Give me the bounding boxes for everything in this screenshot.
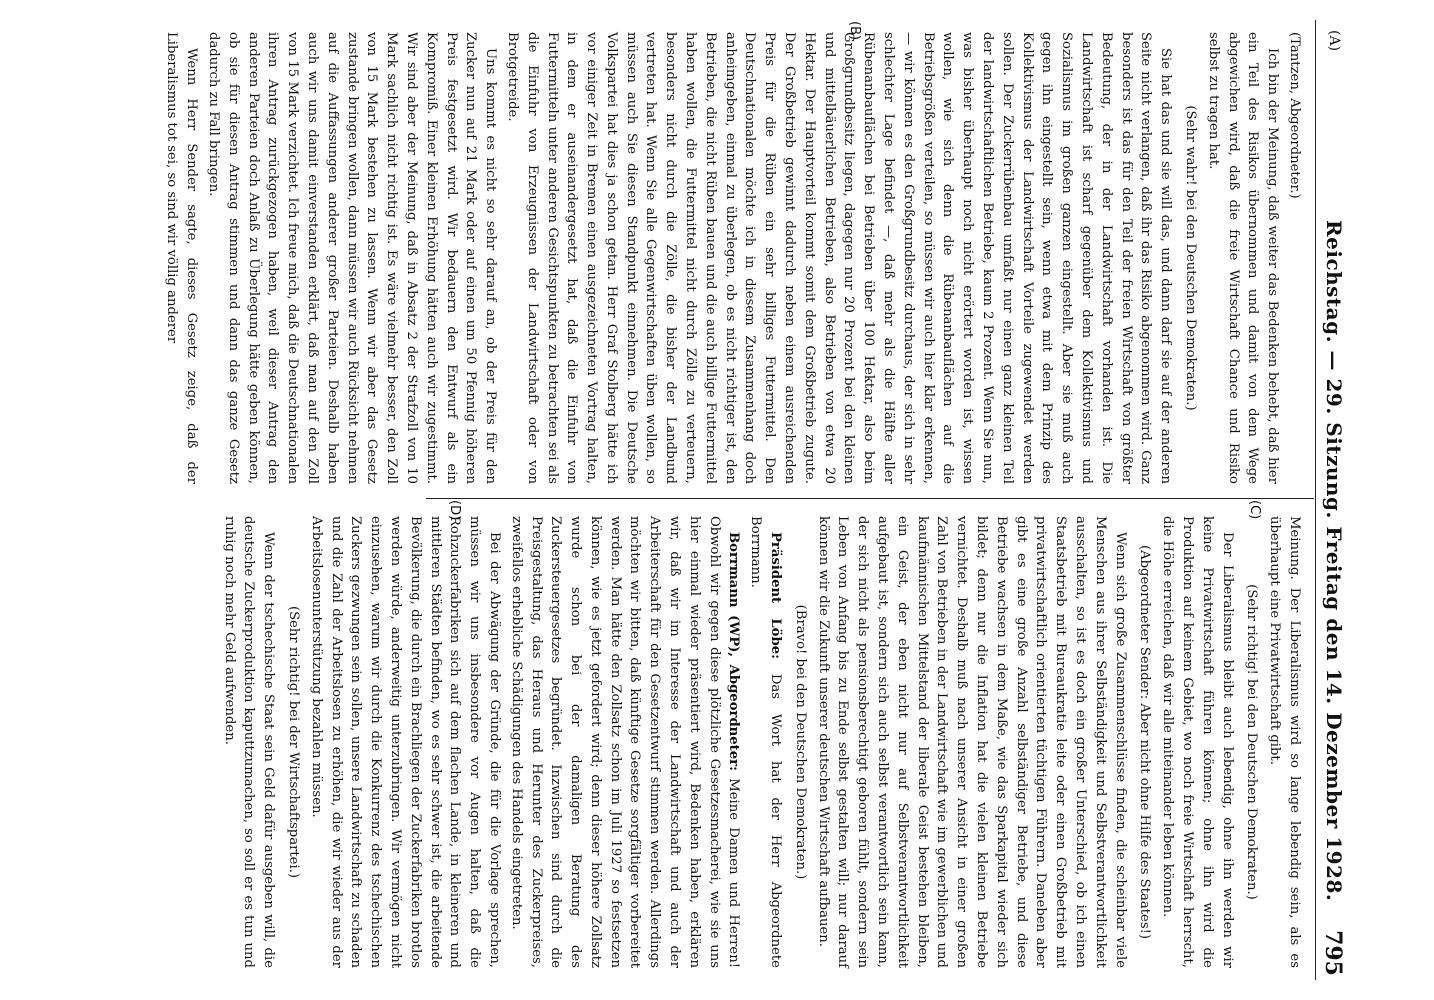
page-header (1318, 20, 1346, 980)
paragraph-text: Wenn sich große Zusammenschlüsse finden, die scheinbar viele Menschen aus ihrer Selbständigkeit und Selbstverantwortlichkeit ausschalten, so ist es doch ein großer Unterschied, ob ich einen Staatsbetrieb mit Bureaukratie leite oder einen Großbetrieb mit privatwirtschaftlich orientierten tüchtigen Führern. Daneben aber gibt es eine große Anzahl selbständiger Betriebe, und diese Betriebe wachsen in dem Maße, wie das Sparkapital wieder sich bildet; denn nur die Inflation hat die vielen kleinen Betriebe vernichtet. Deshalb muß nach unserer Ansicht in einer großen Zahl von Betrieben in der Landwirtschaft wie im gewerblichen und kaufmännischen Mittelstand der liberale Geist bestehen bleiben, ein Geist, der eben nicht nur auf Selbstverantwortlichkeit aufgebaut ist, sondern sich auch selbst verantwortlich sein kann, der sich nicht als pensionsberechtigt geboren fühlt, sondern sein Leben von Anfang bis zu Ende selbst gestalten will; nur darauf können wir die Zukunft unserer deutschen Wirtschaft aufbauen. (815, 516, 1128, 968)
interjection (790, 516, 810, 968)
margin-mark-a: (A) (1326, 30, 1342, 52)
paragraph (162, 32, 202, 484)
page-title: Reichstag. — 29. Sitzung. Freitag den 14. Dezember 1928. (1322, 220, 1346, 902)
paragraph-text: (Sehr richtig! bei den Deutschen Demokraten.) (1244, 584, 1260, 900)
right-text-column (217, 516, 1304, 968)
paragraph (1203, 32, 1282, 484)
interjection (283, 516, 303, 968)
paragraph-text: Meine Damen und Herren! Obwohl wir gegen diese plötzliche Gesetzesmacherei, wie sie uns hier einmal wieder präsentiert wird, Bedenken haben, erklären wir, daß wir im Interesse der Landwirtschaft und auch der Arbeiterschaft für den Gesetzentwurf stimmen werden. Allerdings möchten wir bitten, daß künftige Gesetze sorgfältiger vorbereitet werden. Man hätte den Zollsatz schon im Juli 1927 so festsetzen können, wie es jetzt gefordert wird; denn dieser höhere Zollsatz wurde schon bei der damaligen Beratung des Zuckersteuergesetzes begründet. Inzwischen sind durch die Preisgestaltung, das Heraus und Herunter des Zuckerpreises, zweifellos erhebliche Schädigungen des Handels eingetreten. (508, 516, 742, 968)
paragraph-text: Das Wort hat der Herr Abgeordnete Borrmann. (748, 516, 784, 968)
paragraph (745, 516, 785, 968)
interjection (1180, 32, 1200, 484)
paragraph (203, 32, 500, 484)
paragraph-text: (Tantzen, Abgeordneter.) (1287, 32, 1302, 199)
paragraph-text: (Sehr wahr! bei den Deutschen Demokraten.) (1183, 105, 1199, 411)
paragraph-continued (1284, 32, 1304, 484)
paragraph-text: (Bravo! bei den Deutschen Demokraten.) (792, 604, 808, 880)
margin-mark-c: (C) (1247, 500, 1262, 520)
interjection (1135, 516, 1155, 968)
paragraph-text: (Sehr richtig! bei der Wirtschaftspartei.) (285, 605, 301, 879)
speaker-name: Borrmann (WP), Abgeordneter: (726, 532, 742, 771)
paragraph (1157, 516, 1236, 968)
paragraph-text: Uns kommt es nicht so sehr darauf an, ob der Preis für den Zucker nun auf 21 Mark oder auf einen um 50 Pfennig höheren Preis festgesetzt wird. Wir bedauern den Entwurf als ein Kompromiß. Einer kleinen Erhöhung hätten auch wir zugestimmt. Wir sind aber der Meinung, daß in Absatz 2 der Strafzoll von 10 Mark sachlich nicht richtig ist. Es wäre vielmehr besser, den Zoll von 15 Mark bestehen zu lassen. Wenn wir aber das Gesetz zustande bringen wollen, dann müssen wir auch Rücksicht nehmen auf die Auffassungen anderer großer Parteien. Deshalb haben auch wir uns damit einverstanden erklärt, daß man auf den Zoll von 15 Mark verzichtet. Ich freue mich, daß die Deutschnationalen ihren Antrag zurückgezogen haben, weil dieser Antrag den anderen Parteien doch Anlaß zu Überlegung hätte geben können, ob sie für diesen Antrag stimmen und dann das ganze Gesetz dadurch zu Fall bringen. (205, 32, 499, 484)
header-rule (1315, 20, 1316, 980)
interjection (1242, 516, 1262, 968)
paragraph (502, 32, 1175, 484)
paragraph-text: Wenn der tschechische Staat sein Geld dafür ausgeben will, die deutsche Zuckerproduktion kaputtzumachen, so soll er es tun und ruhig noch mehr Geld aufwenden. (221, 516, 277, 968)
paragraph (813, 516, 1130, 968)
left-text-column (160, 32, 1304, 484)
paragraph (219, 516, 278, 968)
paragraph-text: Bei der Abwägung der Gründe, die für die Vorlage sprechen, müssen wir uns insbesondere vor Augen halten, daß die Rohzuckerfabriken sich auf dem flachen Lande, in kleineren und mittleren Städten befinden, wo es sehr schwer ist, die arbeitende Bevölkerung, die durch ein Brachliegen der Zuckerfabriken brotlos werden würde, anderweitig unterzubringen. Wir vermögen nicht einzusehen, warum wir durch die Konkurrenz des tschechischen Zuckers gezwungen sein sollen, unsere Landwirtschaft zu schaden und die Zahl der Arbeitslosen zu erhöhen, die wir wieder aus der Arbeitslosenunterstützung bezahlen müssen. (308, 516, 502, 968)
paragraph-text: (Abgeordneter Sender: Aber nicht ohne Hilfe des Staates!) (1137, 544, 1153, 940)
paragraph-text: Meinung. Der Liberalismus wird so lange lebendig sein, als es überhaupt eine Privatwirtschaft gibt. (1267, 516, 1302, 968)
rotated-document-page (2, 20, 1362, 980)
column-divider (426, 498, 1314, 499)
paragraph (506, 516, 744, 968)
paragraph (306, 516, 504, 968)
page-number: 795 (1320, 930, 1346, 976)
speaker-name: Präsident Löbe: (768, 532, 784, 659)
margin-mark-b: (B) (847, 21, 862, 41)
margin-mark-d: (D) (447, 500, 462, 521)
paragraph-continued (1264, 516, 1304, 968)
paragraph-text: Der Liberalismus bleibt auch lebendig, ohne ihn werden wir keine Privatwirtschaft führen können; ohne ihn wird die Produktion auf keinem Gebiet, wo noch freie Wirtschaft herrscht, die Höhe erreichen, daß wir alle miteinander leben können. (1160, 516, 1235, 968)
paragraph-text: Sie hat das und sie will das, und dann darf sie auf der anderen Seite nicht verlangen, daß ihr das Risiko abgenommen wird. Ganz besonders ist das für den Teil der freien Wirtschaft von größter Bedeutung, der in der Landwirtschaft vorhanden ist. Die Landwirtschaft ist scharf gegenüber dem Kollektivismus und Sozialismus im großen ganzen eingestellt. Aber sie muß auch gegen ihn eingestellt sein, wenn etwa mit dem Prinzip des Kollektivismus der Landwirtschaft Vorteile zugewendet werden sollen. Der Zuckerrübenbau umfaßt nur einen ganz kleinen Teil der landwirtschaftlichen Betriebe, kaum 2 Prozent. Wenn Sie nun, was bisher überhaupt noch nicht erörtert worden ist, wissen wollen, wie sich denn die Rübenanbauflächen auf die Betriebsgrößen verteilen, so müssen wir auch hier klar erkennen, — wir können es den Großgrundbesitz durchaus, der sich in sehr schlechter Lage befindet —, daß mehr als die Hälfte aller Rübenanbauflächen bei Betrieben über 100 Hektar, also beim Großgrundbesitz liegen, dagegen nur 20 Prozent bei den kleinen und mittelbäuerlichen Betrieben, also Betrieben von etwa 20 Hektar. Der Hauptvorteil kommt somit dem Großbetrieb zugute. Der Großbetrieb gewinnt dadurch neben einem ausreichenden Preis für die Rüben ein sehr billiges Futtermittel. Den Deutschnationalen möchte ich in diesem Zusammenhang doch anheimgeben, einmal zu überlegen, ob es nicht richtiger ist, den Betrieben, die nicht Rüben bauen und die auch billige Futtermittel haben wollen, die Futtermittel nicht durch Zölle zu verteuern, besonders nicht durch die Zölle, die bisher der Landbund vertreten hat. Wenn Sie alle Gegenwirtschaften üben wollen, so müssen auch Sie diesen Standpunkt einnehmen. Die Deutsche Volkspartei hat dies ja schon getan. Herr Graf Stolberg hätte ich vor einiger Zeit in Bremen einen ausgezeichneten Vortrag halten, in dem er auseinandergesetzt hat, daß die Einfuhr von Futtermitteln unter anderen Gesichtspunkten zu betrachten sei als die Einfuhr von Erzeugnissen der Landwirtschaft oder von Brotgetreide. (504, 32, 1174, 484)
paragraph-text: Wenn Herr Sender sagte, dieses Gesetz zeige, daß der Liberalismus tot sei, so sind wir völlig anderer (164, 32, 200, 484)
paragraph-text: Ich bin der Meinung, daß weiter das Bedenken behebt, daß hier ein Teil des Risikos übernommen und damit von dem Wege abgewichen wird, daß die freie Wirtschaft Chance und Risiko selbst zu tragen hat. (1205, 32, 1281, 484)
